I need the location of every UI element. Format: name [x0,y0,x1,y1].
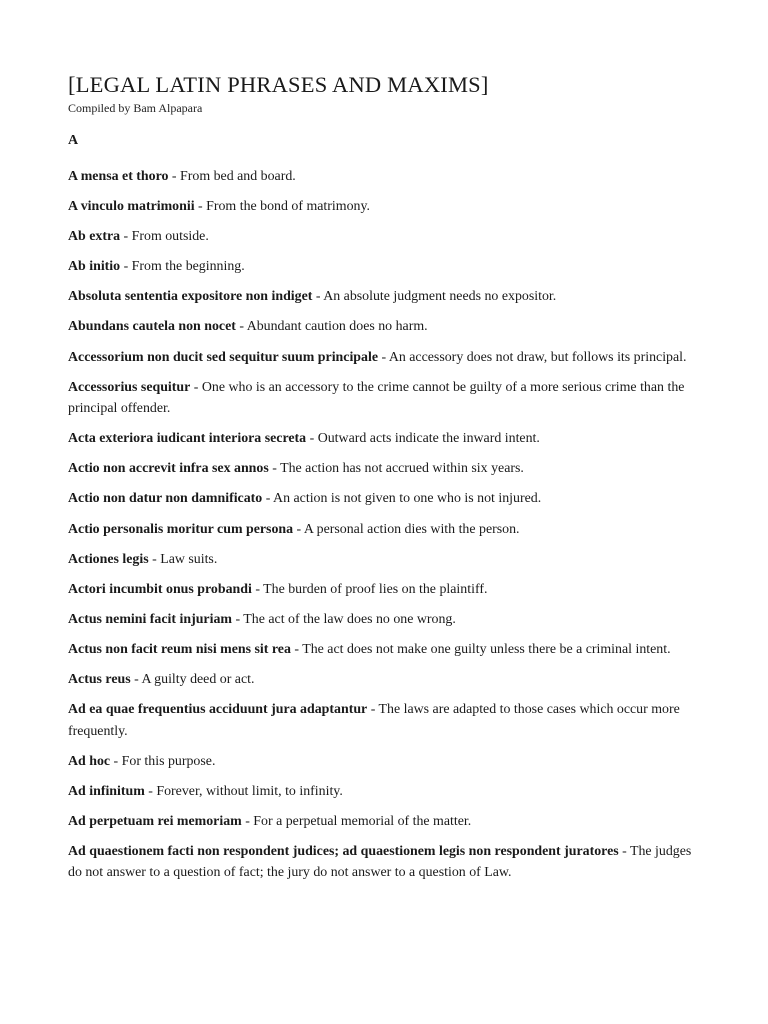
list-item [68,519,708,541]
entry-term: Actus non facit reum nisi mens sit rea [68,641,291,657]
entry-definition: - A guilty deed or act. [130,672,255,687]
entry-term: A vinculo matrimonii [68,199,195,215]
entry-definition: - The laws are adapted to those cases which occur more frequently. [68,702,680,739]
list-item [68,256,708,278]
list-item [68,226,708,248]
list-item [68,699,708,742]
entry-term: Ad hoc [68,753,111,769]
entry-term: Actus reus [68,672,131,687]
list-item [68,841,708,884]
entry-term: A mensa et thoro [68,169,169,184]
list-item [68,781,708,803]
entry-definition: - An accessory does not draw, but follows its principal. [378,349,687,365]
list-item [68,811,708,833]
list-item [68,609,708,631]
list-item [68,669,708,691]
list-item [68,549,708,571]
entry-definition: - The action has not accrued within six years. [268,461,524,477]
entry-definition: - For this purpose. [110,753,216,769]
list-item [68,196,708,218]
entry-term: Accessorium non ducit sed sequitur suum principale [68,349,379,365]
entry-definition: - Outward acts indicate the inward intent. [306,431,540,447]
entry-term: Absoluta sententia expositore non indiget [68,289,313,305]
entry-definition: - A personal action dies with the person. [293,521,520,537]
document-title: [LEGAL LATIN PHRASES AND MAXIMS] [68,72,489,97]
entry-definition: - The act does not make one guilty unless there be a criminal intent. [290,641,671,657]
entry-term: Ab extra [68,229,121,245]
entry-definition: - From the bond of matrimony. [194,199,370,215]
entry-term: Actori incumbit onus probandi [68,581,252,597]
entry-term: Ad quaestionem facti non respondent judices; ad quaestionem legis non respondent juratores [68,843,619,859]
list-item [68,428,708,450]
entry-definition: - Abundant caution does no harm. [235,319,428,335]
entry-definition: - An action is not given to one who is not injured. [262,491,542,507]
entry-definition: - The act of the law does no one wrong. [231,611,456,627]
entry-term: Ad infinitum [68,783,145,799]
document-subtitle: Compiled by Bam Alpapara [68,101,203,115]
list-item [68,166,708,188]
list-item [68,579,708,601]
entry-term: Actiones legis [68,551,149,567]
list-item [68,347,708,369]
entry-term: Accessorius sequitur [68,379,191,395]
entry-term: Abundans cautela non nocet [68,319,236,335]
entry-term: Actio non accrevit infra sex annos [68,461,269,477]
entry-definition: - Forever, without limit, to infinity. [144,783,343,799]
entry-term: Actio non datur non damnificato [68,491,263,507]
entry-definition: - One who is an accessory to the crime cannot be guilty of a more serious crime than the principal offender. [68,379,685,417]
list-item [68,751,708,773]
entry-term: Ad ea quae frequentius acciduunt jura adaptantur [68,702,368,718]
entry-definition: - The burden of proof lies on the plaintiff. [251,581,488,597]
list-item [68,377,708,420]
entry-term: Acta exteriora iudicant interiora secreta [68,431,307,447]
entry-definition: - An absolute judgment needs no expositor. [312,289,557,305]
entry-term: Ab initio [68,259,121,275]
entry-definition: - From bed and board. [168,169,296,184]
section-heading: A [68,133,79,148]
list-item [68,488,708,510]
entry-list [68,166,708,884]
entry-definition: - The judges do not answer to a question of fact; the jury do not answer to a question of Law. [68,843,692,881]
list-item [68,316,708,338]
document-page [68,70,708,893]
entry-definition: - From outside. [120,229,209,245]
entry-term: Ad perpetuam rei memoriam [68,813,242,829]
list-item [68,286,708,308]
list-item [68,639,708,661]
entry-definition: - Law suits. [148,551,218,567]
entry-definition: - From the beginning. [120,259,245,275]
entry-definition: - For a perpetual memorial of the matter. [241,813,472,829]
entry-term: Actio personalis moritur cum persona [68,521,294,537]
entry-term: Actus nemini facit injuriam [68,611,232,627]
list-item [68,458,708,480]
